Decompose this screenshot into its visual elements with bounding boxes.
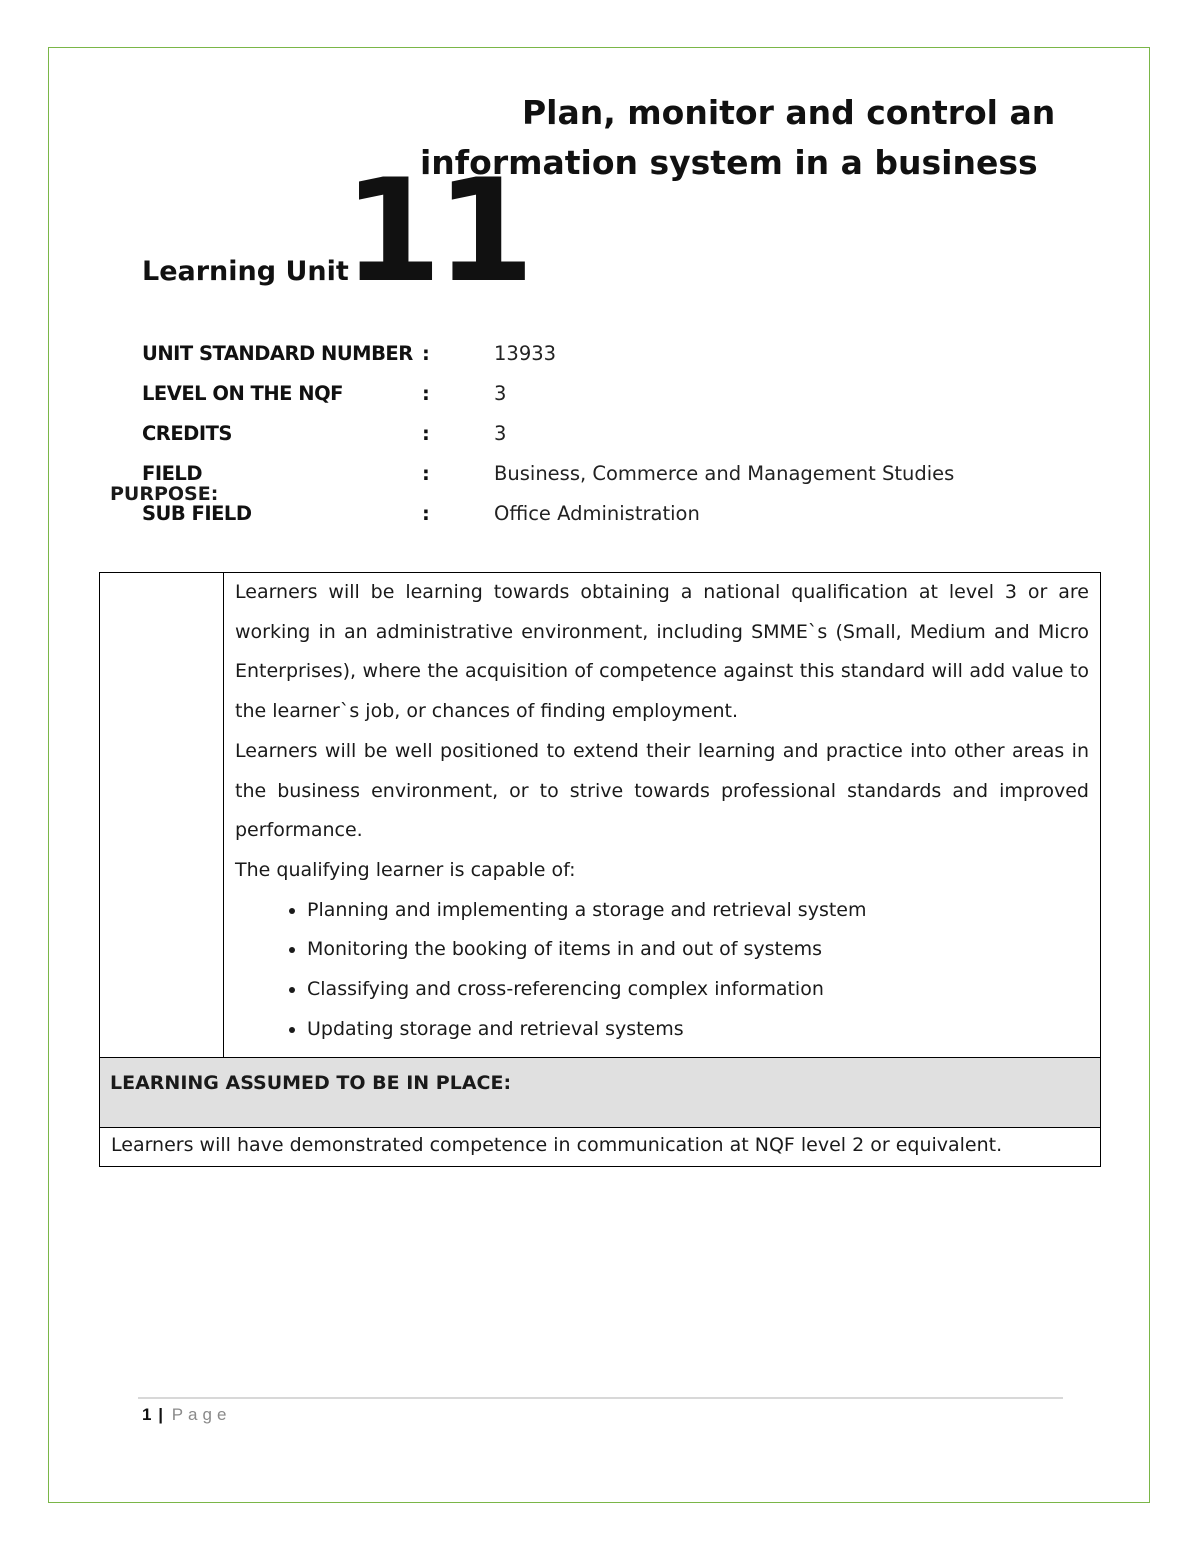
page-number: 1 (142, 1405, 152, 1424)
meta-colon: : (422, 462, 430, 485)
assumed-header-row (100, 1058, 1101, 1128)
footer-separator: | (158, 1405, 163, 1424)
meta-value: Office Administration (494, 502, 700, 525)
page-label: Page (171, 1405, 232, 1424)
meta-value: 13933 (494, 342, 557, 365)
meta-label: LEVEL ON THE NQF (142, 382, 344, 405)
meta-value: 3 (494, 382, 507, 405)
page-footer (142, 1403, 231, 1427)
meta-colon: : (422, 342, 430, 365)
list-item: • Updating storage and retrieval systems (307, 1010, 1089, 1050)
unit-title-line-2: information system in a business (420, 143, 1038, 182)
meta-value: 3 (494, 422, 507, 445)
list-item: • Classifying and cross-referencing complex information (307, 970, 1089, 1010)
purpose-content-cell (224, 573, 1101, 1058)
meta-label: FIELD (142, 462, 203, 485)
purpose-intro: The qualifying learner is capable of: (235, 858, 576, 881)
unit-title-line-1: Plan, monitor and control an (522, 93, 1056, 132)
purpose-paragraph-2: Learners will be well positioned to extend their learning and practice into other areas in the business environment, or to strive towards professional standards and improved performance. (235, 739, 1089, 842)
meta-colon: : (422, 382, 430, 405)
assumed-text: Learners will have demonstrated competence in communication at NQF level 2 or equivalent. (100, 1128, 1101, 1167)
purpose-label: PURPOSE: (110, 483, 219, 506)
learning-unit-number: 11 (343, 149, 529, 314)
assumed-text-row (100, 1128, 1101, 1167)
meta-colon: : (422, 502, 430, 525)
purpose-paragraph-1: Learners will be learning towards obtaining a national qualification at level 3 or are working in an administrative environment, including SMME`s (Small, Medium and Micro Enterprises), where the acquisition of competence against this standard will add value to the learner`s job, or chances of finding employment. (235, 581, 1089, 723)
list-item: • Monitoring the booking of items in and out of systems (307, 930, 1089, 970)
footer-divider (138, 1397, 1063, 1399)
meta-label: SUB FIELD (142, 502, 252, 525)
assumed-header: LEARNING ASSUMED TO BE IN PLACE: (100, 1058, 1101, 1128)
meta-colon: : (422, 422, 430, 445)
meta-value: Business, Commerce and Management Studies (494, 462, 955, 485)
capability-list (235, 891, 1089, 1050)
purpose-row (100, 573, 1101, 1058)
list-item: • Planning and implementing a storage and retrieval system (307, 891, 1089, 931)
meta-label: CREDITS (142, 422, 232, 445)
learning-unit-label: Learning Unit (142, 256, 349, 287)
meta-label: UNIT STANDARD NUMBER (142, 342, 413, 365)
